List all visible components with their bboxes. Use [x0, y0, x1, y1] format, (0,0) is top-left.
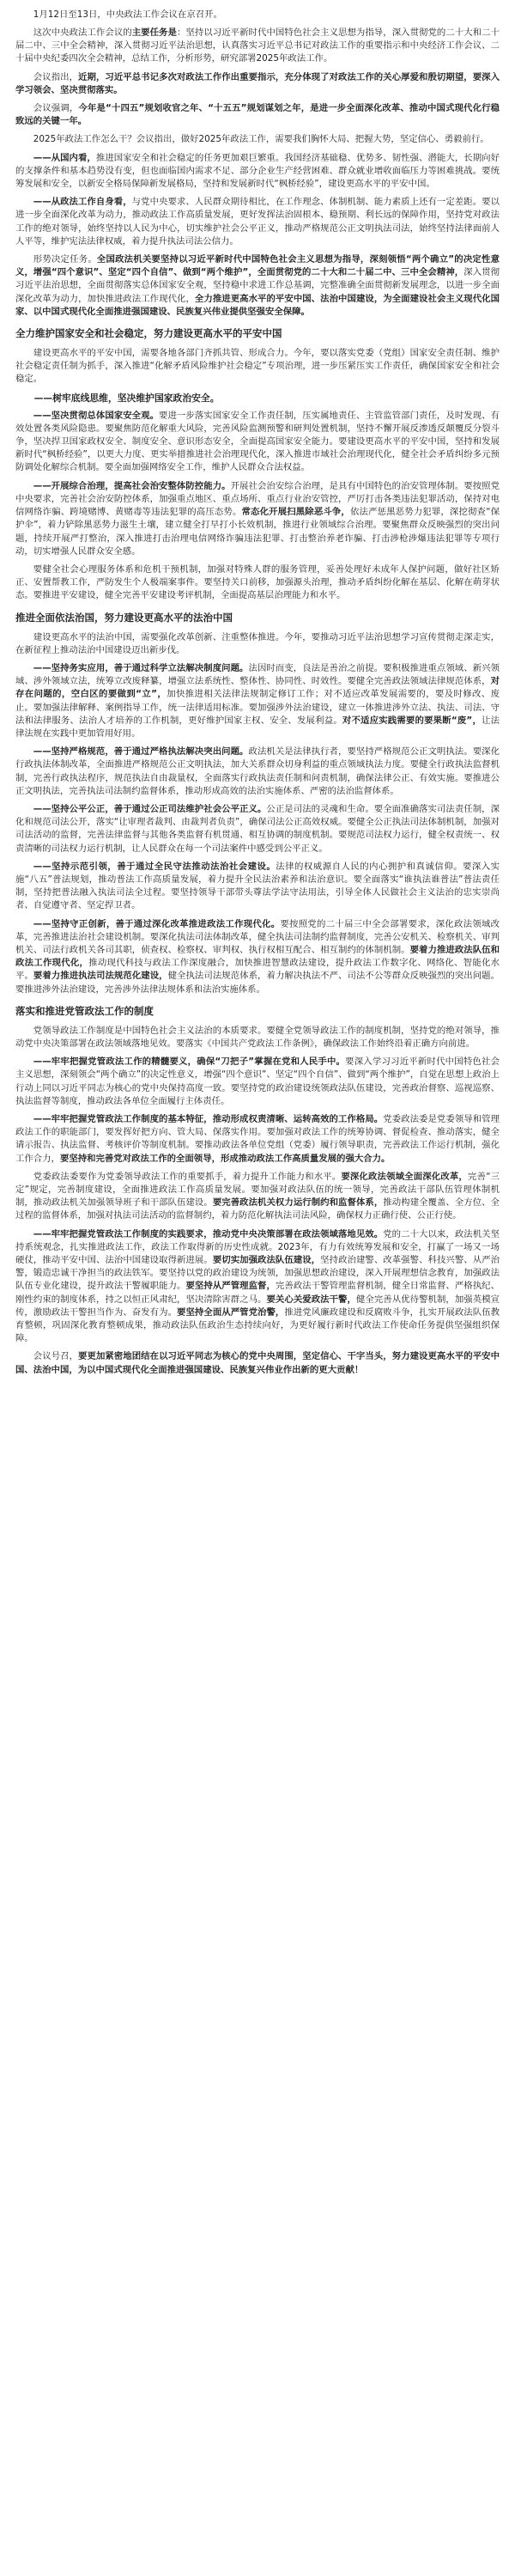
emphasis-text: 要坚持和完善党对政法工作的全面领导，形成推动政法工作高质量发展的强大合力。: [59, 1153, 391, 1164]
paragraph: [15, 662, 500, 740]
emphasis-text: 要切实加强政法队伍建设，: [212, 1255, 321, 1266]
text-run: 公正是司法的灵魂和生命。要全面准确落实司法责任制，深化和规范司法公开，落实“让审理者裁判、由裁判者负责”，确保司法公正高效权威。要健全公正执法司法体制机制，加强对司法活动的监督，完善法律监督与其他各类监督有机贯通、相互协调的制度机制。要规范司法权力运行，健全权责统一、权责清晰的司法权力运行机制，让人民群众在每一个司法案件中感受到公平正义。: [15, 803, 500, 854]
text-run: 党领导政法工作制度是中国特色社会主义法治的本质要求。要健全党领导政法工作的制度机制，坚持党的绝对领导，推动党中央决策部署在政法领域落地见效。要落实《中国共产党政法工作条例》，确保政法工作始终沿着正确方向前进。: [15, 1025, 500, 1049]
text-run: 依法严惩黑恶势力犯罪，深挖彻查“保护伞”，着力铲除黑恶势力滋生土壤，建立健全打早打小长效机制，推进行业领域综合治理。要聚焦群众反映强烈的突出问题，持续开展严打整治，深入推进打击治理电信网络诈骗违法犯罪、打击整治养老诈骗、打击涉枪涉爆违法犯罪等专项行动，切实增强人民群众安全感。: [15, 507, 500, 557]
paragraph: [15, 347, 500, 387]
paragraph: [15, 803, 500, 856]
emphasis-text: 主要任务是: [131, 27, 177, 38]
text-run: 开展社会治安综合治理，是具有中国特色的治安管理体制。要按照党中央要求，完善社会治安防控体系，加强重点地区、重点场所、重点行业治安管控，严厉打击各类违法犯罪活动，保持对电信网络诈骗、跨境赌博、黄赌毒等违法犯罪的高压态势。: [15, 480, 500, 518]
text-run: 推动构建全覆盖、全方位、全过程的监督体系，加强对执法司法活动的监督制约，着力防范化解执法司法风险，确保权力正确行使、公正行使。: [15, 1197, 500, 1221]
emphasis-text: ——坚持示范引领，善于通过全民守法推动法治社会建设。: [33, 861, 276, 872]
emphasis-text: 对存在问题的，空白区的要做到“立”，: [15, 676, 500, 700]
emphasis-text: ——开展综合治理，提高社会治安整体防控能力。: [33, 480, 231, 491]
emphasis-text: 要关心关爱政法干警，: [266, 1294, 356, 1305]
paragraph: [15, 410, 500, 475]
emphasis-text: ——坚持守正创新，善于通过深化改革推进政法工作现代化。: [33, 918, 281, 929]
text-run: 建设更高水平的法治中国，需要强化改革创新、注重整体推进。今年，要推动习近平法治思想学习宣传贯彻走深走实，在新征程上推动法治中国建设迈出新步伐。: [15, 631, 500, 655]
text-run: 让法律法规在实践中更加管用好用。: [15, 715, 500, 739]
emphasis-text: 对不适应实践需要的要果断“废”，: [342, 715, 482, 726]
text-run: 法律的权威源自人民的内心拥护和真诚信仰。要深入实施“八五”普法规划，推动普法工作高质量发展，着力提升全民法治素养和法治意识。要全面落实“谁执法谁普法”普法责任制，坚持把普法融入执法司法全过程。要坚持领导干部带头尊法学法守法用法，引导全体人民做社会主义法治的忠实崇尚者、自觉遵守者、坚定捍卫者。: [15, 861, 500, 911]
text-run: 要深入学习习近平新时代中国特色社会主义思想，深刻领会“两个确立”的决定性意义，增强“四个意识”、坚定“四个自信”、做到“两个维护”，自觉在思想上政治上行动上同以习近平同志为核心的党中央保持高度一致。要坚持党的政治建设统领政法队伍建设，完善政治督察、巡视巡察、执法监督等制度，推动政法各单位全面履行主体责任。: [15, 1057, 500, 1106]
text-run: 会议号召，: [33, 1351, 79, 1362]
paragraph: [15, 1025, 500, 1050]
text-run: 要按照党的二十届三中全会部署要求，深化政法领域改革，完善推进法治社会建设机制。要深化执法司法体制改革，健全执法司法制约监督制度，完善公安机关、检察机关、审判机关、司法行政机关各司其职，侦查权、检察权、审判权、执行权相互配合、相互制约的体制机制。: [15, 918, 500, 955]
text-run: 法因时而变，良法是善治之前提。要积极推进重点领域、新兴领域、涉外领域立法，统筹立改废释纂，增强立法系统性、整体性、协同性、时效性。要健全完善政法领域法律规范体系，: [15, 662, 500, 687]
text-run: 与党中央要求、人民群众期待相比，在工作理念、体制机制、能力素质上还有一定差距。要以进一步全面深化改革为动力，推动政法工作高质量发展，更好发挥法治固根本、稳预期、利长远的保障作用，坚持党对政法工作的绝对领导，始终坚持以人民为中心，切实维护社会公平正义，推动严格规范公正文明执法司法，始终坚持法律面前人人平等，维护宪法法律权威，着力提升执法司法公信力。: [15, 197, 500, 247]
emphasis-text: 今年是“十四五”规划收官之年、“十五五”规划谋划之年，是进一步全面深化改革、推动中国式现代化行稳致远的关键一年。: [15, 103, 500, 127]
text-run: 健全执法司法规范体系，着力解决执法不严、司法不公等群众反映强烈的突出问题。要推进涉外法治建设，完善涉外法律法规体系和法治实施体系。: [15, 971, 500, 995]
emphasis-text: 常态化开展扫黑除恶斗争，: [241, 507, 350, 518]
text-run: 建设更高水平的平安中国，需要各地各部门齐抓共管、形成合力。今年，要以落实党委（党组）国家安全责任制、维护社会稳定责任制为抓手，深入推进“化解矛盾风险维护社会稳定”专项治理，进一步压紧压实工作责任，确保国家安全和社会稳定。: [15, 348, 500, 385]
emphasis-text: ——牢牢把握党管政法工作的精髓要义，确保“刀把子”掌握在党和人民手中。: [33, 1057, 346, 1068]
paragraph: [15, 918, 500, 996]
text-run: 党委政法委要作为党委领导政法工作的重要抓手，着力提升工作能力和水平。: [33, 1171, 342, 1182]
text-run: 2025年政法工作怎么干？会议指出，做好2025年政法工作，需要我们胸怀大局、把握大势，坚定信心、勇毅前行。: [33, 134, 489, 145]
paragraph: [15, 196, 500, 248]
emphasis-text: ——坚持公平公正，善于通过公正司法维护社会公平正义。: [33, 803, 267, 814]
paragraph: [15, 152, 500, 192]
paragraph: [15, 1350, 500, 1376]
text-run: 深入贯彻习近平法治思想，全面贯彻落实总体国家安全观，坚持稳中求进工作总基调，完整准确全面贯彻新发展理念，以进一步全面深化改革为动力，加快推进政法工作现代化，: [15, 267, 500, 304]
text-run: 会议强调，: [33, 103, 79, 114]
paragraph: [15, 746, 500, 798]
text-run: 坚持政治建警、改革强警、科技兴警、从严治警，锻造忠诚干净担当的政法铁军。要坚持以党的政治建设为统领，加强思想政治建设，深入开展理想信念教育，加强政法队伍专业化建设，提升政法干警履职能力。: [15, 1255, 500, 1292]
paragraph: [15, 71, 500, 97]
emphasis-text: ——从国内看，: [33, 152, 96, 163]
emphasis-text: 要完善政法机关权力运行制约和监督体系，: [212, 1197, 384, 1209]
text-run: 政法机关是法律执行者，要坚持严格规范公正文明执法。要深化行政执法体制改革，全面推进严格规范公正文明执法，加大关系群众切身利益的重点领域执法力度。要健全行政执法监督机制，完善行政执法程序，规范执法自由裁量权，全面落实行政执法责任制和问责机制，确保法律公正、有效实施。要推进公正文明执法，完善执法司法制约监督体系，推动形成高效的法治实施体系、严密的法治监督体系。: [15, 746, 500, 796]
subheading: [15, 392, 500, 405]
text-run: 推进国家安全和社会稳定的任务更加艰巨繁重。我国经济基础稳、优势多、韧性强、潜能大，长期向好的支撑条件和基本趋势没有变，但也面临国内需求不足、部分企业生产经营困难、群众就业增收面临压力等困难挑战。要统筹发展和安全，以新安全格局保障新发展格局，坚持和发展新时代“枫桥经验”，建设更高水平的平安中国。: [15, 152, 500, 190]
paragraph: [15, 1113, 500, 1166]
paragraph: [15, 253, 500, 319]
text-run: 健全完善从优待警机制，加强英模宣传，激励政法干警担当作为、奋发有为。: [15, 1294, 500, 1318]
text-run: 推进党风廉政建设和反腐败斗争，扎实开展政法队伍教育整顿，巩固深化教育整顿成果，推动政法队伍政治生态持续向好，为更好履行新时代政法工作使命任务提供坚强组织保障。: [15, 1306, 500, 1344]
emphasis-text: 全国政法机关要坚持以习近平新时代中国特色社会主义思想为指导，深刻领悟“两个确立”的决定性意义，增强“四个意识”、坚定“四个自信”、做到“两个维护”，全面贯彻党的二十大和二十届二中、三中全会精神，: [15, 254, 500, 278]
emphasis-text: ——坚持严格规范，善于通过严格执法解决突出问题。: [33, 746, 249, 758]
paragraph: [15, 133, 500, 146]
text-run: 会议指出，: [33, 71, 79, 82]
text-run: 要健全社会心理服务体系和危机干预机制，加强对特殊人群的服务管理，妥善处理好未成年人保护问题，做好社区矫正、安置帮教工作，严防发生个人极端案事件。要坚持关口前移，加强源头治理，推动矛盾纠纷化解在基层、化解在萌芽状态。要推进平安建设，健全完善平安建设考评机制，全面提高基层治理能力和水平。: [15, 563, 500, 601]
paragraph: [15, 27, 500, 66]
emphasis-text: ——牢牢把握党管政法工作制度的实践要求，推动党中央决策部署在政法领域落地见效。: [33, 1228, 384, 1239]
emphasis-text: 要深化政法领域全面深化改革，: [341, 1171, 468, 1182]
emphasis-text: ——从政法工作自身看，: [33, 197, 132, 208]
intro-section: [15, 27, 500, 319]
text-run: ：坚持以习近平新时代中国特色社会主义思想为指导，深入贯彻党的二十大和二十届二中、三中全会精神，深入贯彻习近平法治思想，认真落实习近平总书记对政法工作的重要指示和中央经济工作会议、二十届中央纪委四次全会精神，总结工作，分析形势，研究部署2025年政法工作。: [15, 27, 500, 64]
text-run: 党委政法委是党委领导和管理政法工作的职能部门，要发挥好把方向、管大局、保落实作用。要加强对政法工作的统筹协调、督促检查、推动落实，健全请示报告、执法监督、考核评价等制度机制。要推动政法各单位党组（党委）履行领导职责，完善政法工作运行机制，强化工作合力，: [15, 1114, 500, 1164]
emphasis-text: 要更加紧密地团结在以习近平同志为核心的党中央周围，坚定信心、干字当头，努力建设更高水平的平安中国、法治中国，为以中国式现代化全面推进强国建设、民族复兴伟业作出新的更大贡献！: [15, 1351, 500, 1375]
text-run: 完善“三定”规定，完善制度建设，全面推进政法工作高质量发展。要加强对政法队伍的统一领导，完善政法干部队伍管理体制机制，推动政法机关加强领导班子和干部队伍建设。: [15, 1171, 500, 1209]
paragraph: [15, 1171, 500, 1223]
paragraph: [15, 563, 500, 603]
section-heading: 全力维护国家安全和社会稳定，努力建设更高水平的平安中国: [15, 327, 282, 340]
text-run: 完善政法干警管理监督机制，健全日常监督、严格执纪、刚性约束的制度体系，持之以恒正风肃纪，坚决清除害群之马。: [15, 1281, 500, 1305]
emphasis-text: 要着力推进执法司法规范化建设，: [33, 971, 168, 982]
paragraph: [15, 1056, 500, 1108]
text-run: 推动现代科技与政法工作深度融合，加快推进智慧政法建设，提升政法工作数字化、网络化、智能化水平。: [15, 958, 500, 982]
emphasis-text: 全力推进更高水平的平安中国、法治中国建设，为全面建设社会主义现代化国家、以中国式现代化全面推进强国建设、民族复兴伟业提供坚强安全保障。: [15, 293, 500, 317]
text-run: 要进一步落实国家安全工作责任制，压实属地责任、主管监管部门责任，及时发现、有效处置各类风险隐患。要聚焦防范化解重大风险，完善风险监测预警和研判处置机制，坚持不懈开展反渗透反颠覆反分裂斗争，坚决捍卫国家政权安全、制度安全、意识形态安全，全面提高国家安全能力。要建设更高水平的平安中国，坚持和发展新时代“枫桥经验”，以更大力度、更实举措推进社会治理现代化，深入推进市域社会治理现代化，健全社会矛盾纠纷多元预防调处化解综合机制。要全面加强网络安全工作，维护人民群众合法权益。: [15, 410, 500, 473]
text-run: 形势决定任务。: [33, 254, 97, 265]
paragraph: [15, 102, 500, 128]
emphasis-text: 要坚持从严管理监督，: [185, 1281, 276, 1292]
paragraph: [15, 480, 500, 558]
emphasis-text: 要着力推进政法队伍和政法工作现代化，: [15, 944, 500, 969]
emphasis-text: ——坚决贯彻总体国家安全观。: [33, 410, 160, 421]
emphasis-text: ——坚持务实应用，善于通过科学立法解决制度问题。: [33, 662, 249, 673]
emphasis-text: 要坚持全面从严管党治警，: [177, 1306, 285, 1318]
paragraph: [15, 631, 500, 657]
text-run: 这次中央政法工作会议的: [33, 27, 132, 38]
paragraph: [15, 1228, 500, 1346]
emphasis-text: 近期，习近平总书记多次对政法工作作出重要指示，充分体现了对政法工作的关心厚爱和殷切期望，要深入学习领会、坚决贯彻落实。: [15, 71, 500, 95]
section-heading: 推进全面依法治国，努力建设更高水平的法治中国: [15, 611, 233, 624]
emphasis-text: ——牢牢把握党管政法工作制度的基本特征，推动形成权责清晰、运转高效的工作格局。: [33, 1114, 384, 1125]
text-run: 加快推进相关法律法规制定修订工作；对不适应改革发展需要的，要及时修改、废止。要加强法律解释、案例指导工作，统一法律适用标准。要加强涉外法治建设，建立一体推进涉外立法、执法、司法、守法和法律服务、法治人才培养的工作机制，更好维护国家主权、安全、发展利益。: [15, 689, 500, 726]
emphasis-text: ——树牢底线思维，坚决维护国家政治安全。: [33, 392, 220, 404]
paragraph: [15, 861, 500, 913]
section-heading: 落实和推进党管政法工作的制度: [15, 1004, 154, 1017]
date-line: 1月12日至13日，中央政法工作会议在京召开。: [33, 9, 222, 20]
text-run: 党的二十大以来，政法机关坚持系统观念，扎实推进政法工作，政法工作取得新的历史性成就。2023年，有力有效统筹发展和安全，打赢了一场又一场硬仗，推动平安中国、法治中国建设取得新进展。: [15, 1228, 500, 1266]
sections-container: [15, 327, 500, 1377]
